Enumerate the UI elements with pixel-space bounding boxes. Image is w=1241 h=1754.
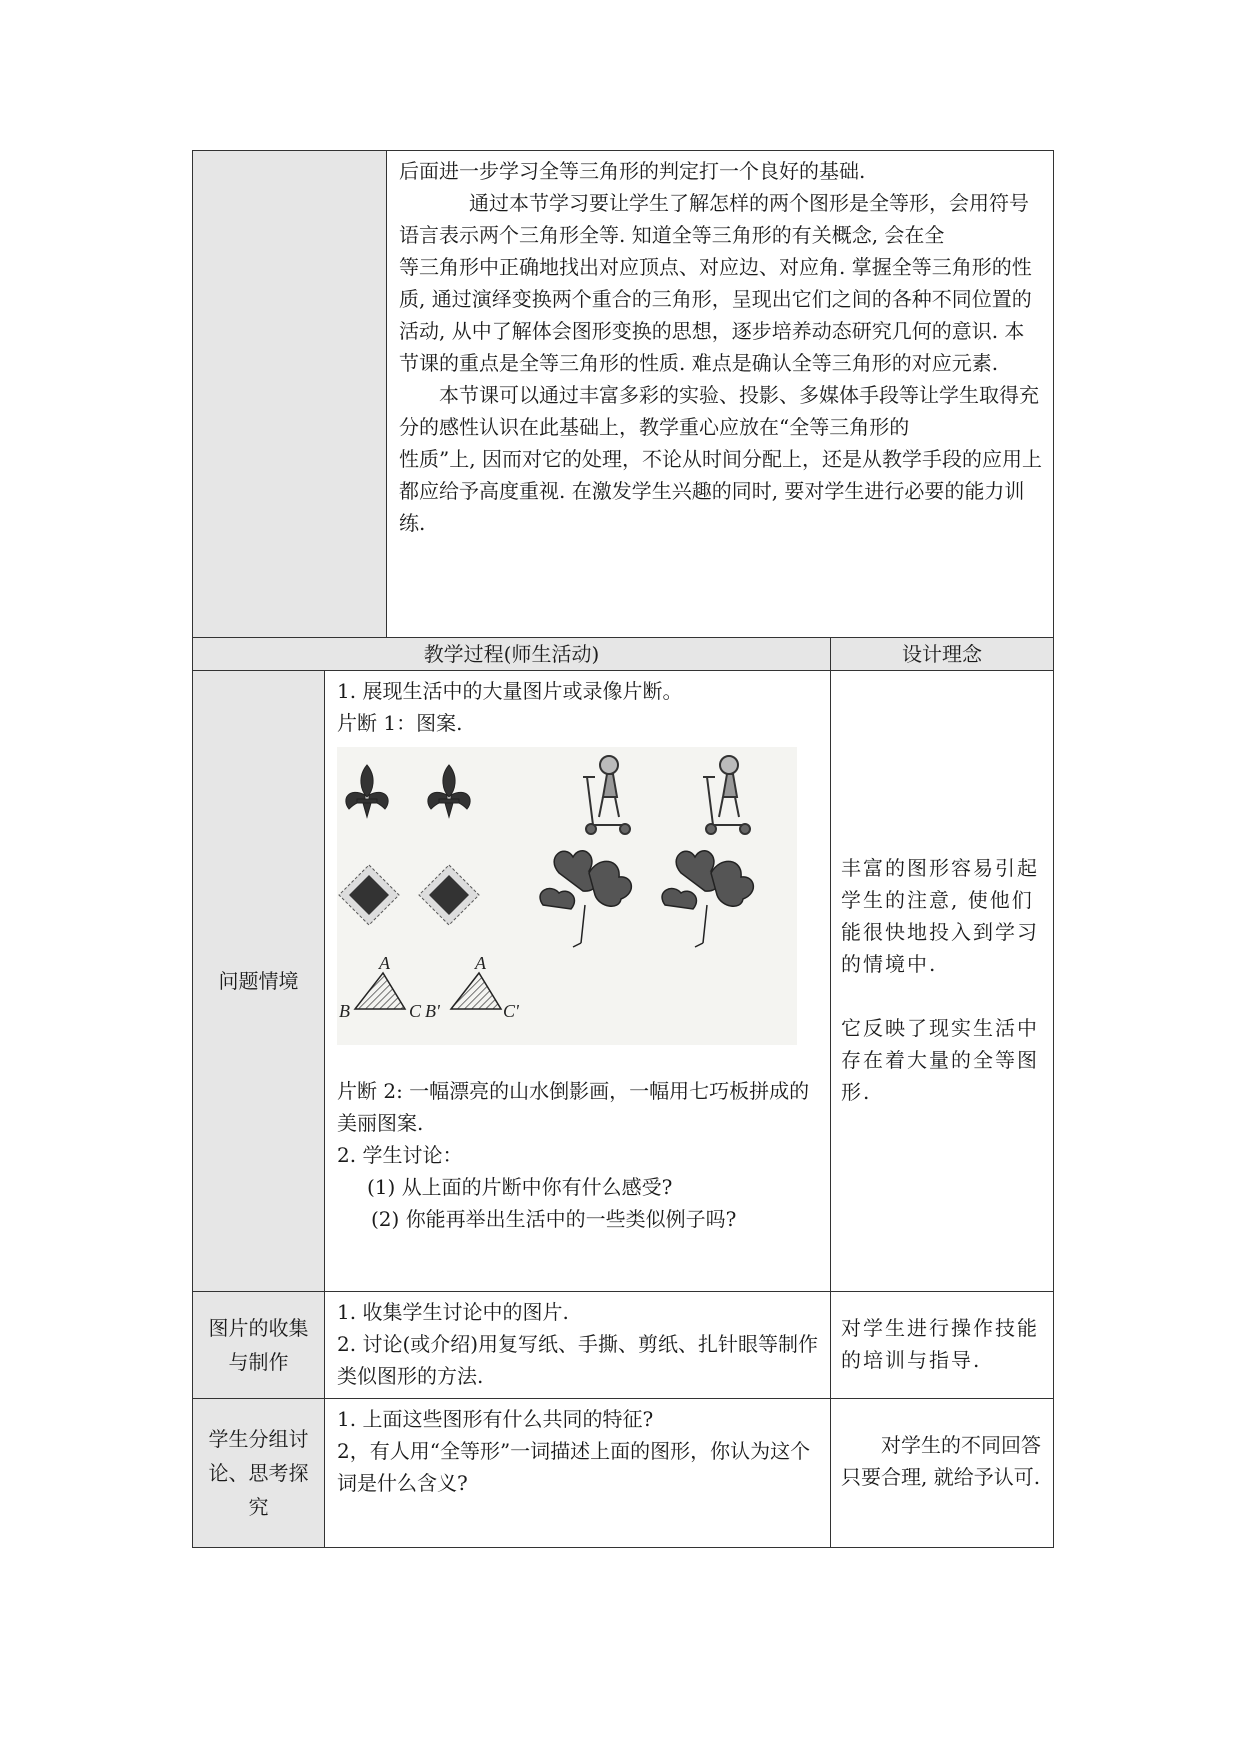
vertex-label: A xyxy=(379,953,390,973)
vertex-label: C' xyxy=(503,1001,519,1021)
vertex-label: B xyxy=(339,1001,350,1021)
diamond-tile-icon xyxy=(339,865,399,925)
content-line: 2，有人用“全等形”一词描述上面的图形，你认为这个词是什么含义? xyxy=(337,1439,811,1495)
content-line: (2) 你能再举出生活中的一些类似例子吗? xyxy=(371,1207,737,1231)
table-row xyxy=(193,1399,1054,1548)
vertex-label: C xyxy=(409,1001,422,1021)
triangle-abc-icon xyxy=(355,973,405,1009)
vertex-label: B' xyxy=(425,1001,440,1021)
intro-label-cell xyxy=(193,151,387,638)
leaf-branch-icon xyxy=(540,851,631,947)
concept-header: 设计理念 xyxy=(831,638,1054,671)
row-label: 问题情境 xyxy=(193,671,325,1292)
row-content xyxy=(325,1292,831,1399)
table-row xyxy=(193,671,1054,1292)
congruent-figures-image xyxy=(337,747,797,1045)
intro-row xyxy=(193,151,1054,638)
content-line: 片断 2: 一幅漂亮的山水倒影画，一幅用七巧板拼成的美丽图案. xyxy=(337,1079,810,1135)
intro-paragraph: 通过本节学习要让学生了解怎样的两个图形是全等形，会用符号语言表示两个三角形全等. 知道全等三角形的有关概念, 会在全 xyxy=(399,191,1029,247)
lesson-table xyxy=(192,150,1054,1548)
row-label: 学生分组讨论、思考探究 xyxy=(193,1399,325,1548)
diamond-tile-icon xyxy=(419,865,479,925)
row-content xyxy=(325,671,831,1292)
note-line: 对学生的不同回答只要合理, 就给予认可. xyxy=(841,1433,1041,1489)
row-label: 图片的收集与制作 xyxy=(193,1292,325,1399)
content-line: 1. 展现生活中的大量图片或录像片断。 xyxy=(337,679,683,703)
leaf-branch-icon xyxy=(662,851,753,947)
header-row xyxy=(193,638,1054,671)
table-row xyxy=(193,1292,1054,1399)
row-note xyxy=(831,671,1054,1292)
fleur-de-lis-icon xyxy=(346,765,388,817)
row-note xyxy=(831,1292,1054,1399)
content-line: 2. 讨论(或介绍)用复写纸、手撕、剪纸、扎针眼等制作类似图形的方法. xyxy=(337,1332,819,1388)
note-line: 对学生进行操作技能的培训与指导. xyxy=(841,1316,1039,1372)
scooter-child-icon xyxy=(583,756,630,834)
intro-paragraph: 性质”上, 因而对它的处理，不论从时间分配上，还是从教学手段的应用上都应给予高度重视. 在激发学生兴趣的同时, 要对学生进行必要的能力训练. xyxy=(399,447,1042,535)
note-line: 它反映了现实生活中存在着大量的全等图形. xyxy=(841,1016,1039,1104)
intro-paragraph: 后面进一步学习全等三角形的判定打一个良好的基础. xyxy=(399,159,866,183)
content-line: 1. 上面这些图形有什么共同的特征? xyxy=(337,1407,654,1431)
vertex-label: A xyxy=(475,953,486,973)
intro-text-cell xyxy=(387,151,1054,638)
note-line: 丰富的图形容易引起学生的注意, 使他们能很快地投入到学习的情境中. xyxy=(841,856,1039,976)
row-content xyxy=(325,1399,831,1548)
intro-paragraph: 本节课可以通过丰富多彩的实验、投影、多媒体手段等让学生取得充分的感性认识在此基础上，教学重心应放在“全等三角形的 xyxy=(399,383,1039,439)
content-line: 1. 收集学生讨论中的图片. xyxy=(337,1300,569,1324)
content-line: 片断 1：图案. xyxy=(337,711,463,735)
content-line: 2. 学生讨论： xyxy=(337,1143,463,1167)
row-note xyxy=(831,1399,1054,1548)
content-line: (1) 从上面的片断中你有什么感受? xyxy=(367,1175,673,1199)
process-header: 教学过程(师生活动) xyxy=(193,638,831,671)
intro-paragraph: 等三角形中正确地找出对应顶点、对应边、对应角. 掌握全等三角形的性质, 通过演绎变换两个重合的三角形，呈现出它们之间的各种不同位置的活动, 从中了解体会图形变换的思想，逐步培养动态研究几何的意识. 本节课的重点是全等三角形的性质. 难点是确认全等三角形的对应元素. xyxy=(399,255,1032,375)
scooter-child-icon xyxy=(703,756,750,834)
fleur-de-lis-icon xyxy=(428,765,470,817)
triangle-abc-prime-icon xyxy=(451,973,501,1009)
